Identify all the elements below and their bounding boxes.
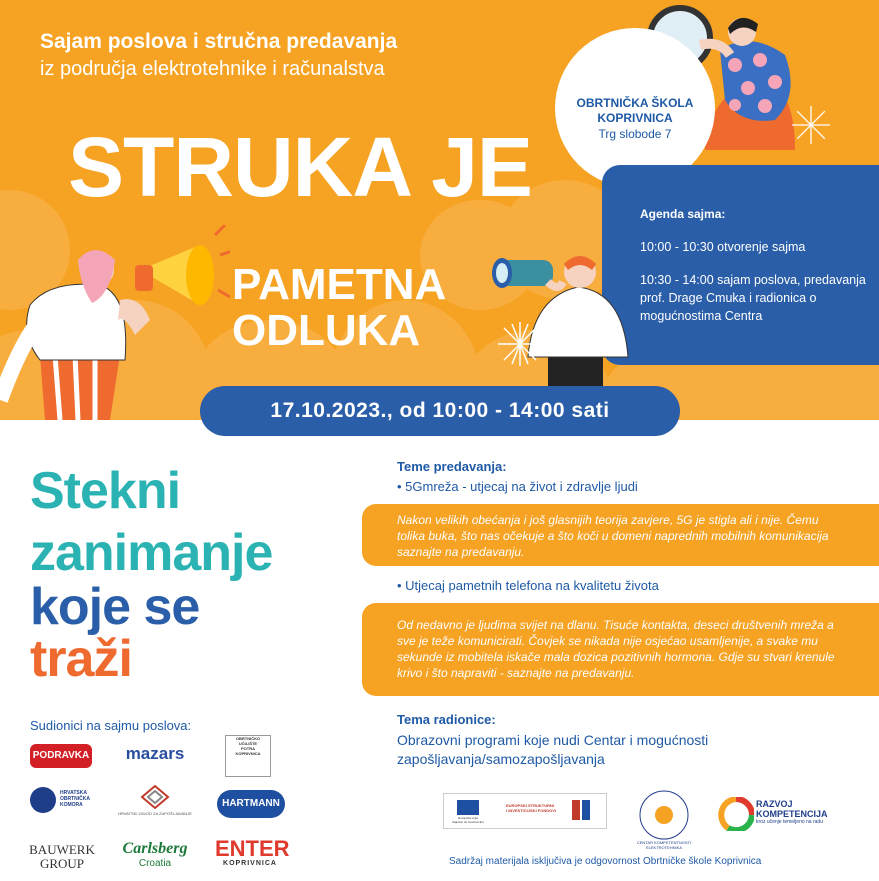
lecture-topic-smartphones: • Utjecaj pametnih telefona na kvalitetu života — [397, 578, 659, 593]
esif-logo-line2: I INVESTICIJSKI FONDOVI — [506, 808, 557, 813]
lectures-title: Teme predavanja: — [397, 459, 507, 474]
slogan-line2: zanimanje — [30, 524, 273, 582]
event-subtitle-line2: iz područja elektrotehnike i računalstva — [40, 58, 385, 80]
carlsberg-logo-line1: Carlsberg — [122, 840, 188, 857]
razvoj-kompetencija-logo — [756, 799, 856, 825]
tiskara-logo-line4: KOPRIVNICA — [235, 751, 261, 756]
carlsberg-logo-line2: Croatia — [138, 858, 172, 869]
eu-label — [451, 816, 485, 824]
agenda-item-opening: 10:00 - 10:30 otvorenje sajma — [640, 240, 806, 254]
agenda-title: Agenda sajma: — [640, 207, 726, 221]
bauwerk-logo-line1: BAUWERK — [29, 842, 95, 857]
agenda-box — [602, 165, 879, 365]
workshop-description: Obrazovni programi koje nudi Centar i mogućnosti zapošljavanja/samozapošljavanja — [397, 732, 709, 767]
slogan-line3: koje se — [30, 578, 200, 636]
mazars-logo: mazars — [125, 744, 185, 763]
carlsberg-logo — [120, 840, 190, 869]
hzz-emblem-icon — [138, 784, 172, 810]
agenda-item-fair: 10:30 - 14:00 sajam poslova, predavanja prof. Drage Cmuka i radionica o mogućnostima Centra — [640, 273, 866, 323]
headline-line1: STRUKA JE — [68, 120, 532, 214]
sparkle-icon — [498, 322, 542, 366]
hartmann-logo: HARTMANN — [217, 790, 285, 818]
competence-centre-logo-icon — [638, 789, 690, 841]
workshop-title: Tema radionice: — [397, 712, 496, 727]
hok-logo-line3: KOMORA — [60, 802, 83, 808]
competence-centre-line2: ELEKTROTEHNIKA — [645, 845, 682, 850]
tiskara-logo-line1: OBRTNIČKO — [235, 736, 261, 741]
sponsors-title: Sudionici na sajmu poslova: — [30, 718, 192, 733]
hok-emblem-icon — [30, 787, 56, 813]
enter-logo-line1: ENTER — [215, 836, 290, 861]
headline-line3: ODLUKA — [232, 306, 421, 355]
lecture-topic-5g: • 5Gmreža - utjecaj na život i zdravlje ljudi — [397, 479, 638, 494]
enter-logo — [215, 836, 290, 867]
school-name — [565, 96, 705, 126]
razvoj-logo-line3: kroz učenje temeljeno na radu — [756, 819, 823, 825]
esif-logo-line1: EUROPSKI STRUKTURNI — [506, 803, 555, 808]
school-address: Trg slobode 7 — [598, 127, 672, 141]
slogan-line4: traži — [30, 630, 132, 688]
enter-logo-line2: KOPRIVNICA — [223, 860, 277, 867]
headline-line2: PAMETNA — [232, 260, 447, 309]
sparkle-icon — [792, 106, 830, 144]
competence-centre-line1: CENTAR KOMPETENTNOSTI — [636, 840, 692, 845]
footer-disclaimer: Sadržaj materijala isključiva je odgovornost Obrtničke škole Koprivnica — [449, 856, 762, 867]
bauwerk-logo — [26, 843, 98, 871]
tiskara-logo — [225, 735, 271, 777]
razvoj-kompetencija-emblem-icon — [718, 797, 754, 831]
eu-flag-icon — [457, 800, 479, 815]
event-subtitle-line1: Sajam poslova i stručna predavanja — [40, 30, 398, 53]
razvoj-logo-line2: KOMPETENCIJA — [756, 809, 828, 819]
competence-centre-logo — [630, 840, 698, 850]
slogan-line1: Stekni — [30, 462, 181, 520]
razvoj-logo-line1: RAZVOJ — [756, 799, 793, 809]
tiskara-logo-line3: POTRA — [241, 746, 255, 751]
woman-megaphone-illustration — [0, 225, 230, 420]
podravka-logo: PODRAVKA — [30, 744, 92, 768]
tiskara-logo-line2: UČILIŠTE — [238, 741, 258, 746]
bauwerk-logo-line2: GROUP — [39, 856, 85, 871]
ministry-emblem-icon — [568, 797, 598, 823]
event-date-banner: 17.10.2023., od 10:00 - 14:00 sati — [200, 386, 680, 436]
lecture-5g-description: Nakon velikih obećanja i još glasnijih teorija zavjere, 5G je stigla ali i nije. Čemu tolika buka, što nas očekuje a što koči u domeni naprednih mobilnih komunikacija saznajte na predavanju. — [397, 513, 829, 559]
hok-logo-line2: OBRTNIČKA — [60, 796, 90, 802]
eu-label-line2: Zajedno do fondova EU — [452, 820, 484, 824]
school-name-line2: KOPRIVNICA — [597, 111, 673, 125]
hok-logo-line1: HRVATSKA — [60, 790, 87, 796]
school-name-line1: OBRTNIČKA ŠKOLA — [576, 96, 694, 110]
hok-logo — [60, 790, 100, 808]
esif-logo — [506, 803, 562, 813]
eu-label-line1: Europska unija — [458, 816, 478, 820]
hzz-logo: HRVATSKI ZAVOD ZA ZAPOŠLJAVANJE — [118, 811, 192, 816]
lecture-smartphones-description: Od nedavno je ljudima svijet na dlanu. Tisuće kontakta, deseci društvenih mreža a sve je teže komunicirati. Čovjek se nikada nije osjećao usamljenije, a svake mu sekunde iz mobitela iskače mala dozica pozitivnih hormona. Gdje su stvari krenule krivo i što napraviti - saznajte na predavanju. — [397, 618, 835, 680]
